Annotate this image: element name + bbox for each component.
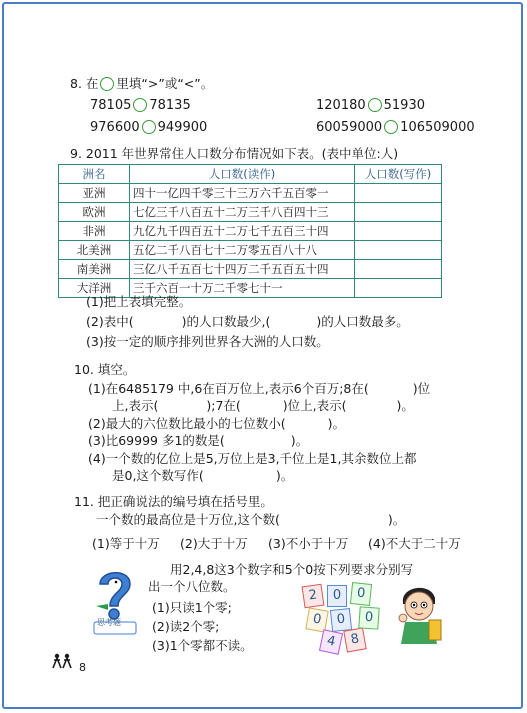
- q8-pair-2-right: 51930: [383, 98, 425, 113]
- q11-option-2: (2)大于十万: [180, 536, 248, 551]
- written-cell[interactable]: [355, 241, 442, 260]
- q10-line4: [88, 433, 308, 449]
- q10-line5: (4)一个数的亿位上是5,万位上是3,千位上是1,其余数位上都: [88, 451, 417, 466]
- digit-card: 0: [327, 585, 347, 607]
- think-item-1: (1)只读1个零;: [152, 600, 232, 615]
- q11-option-1: (1)等于十万: [92, 536, 160, 551]
- q8-pair-1: [90, 98, 191, 114]
- table-row: [59, 241, 442, 260]
- q8-pair-4-left: 60059000: [316, 120, 383, 135]
- q10-line3-b: )。: [327, 416, 345, 431]
- continent-cell: 非洲: [59, 222, 130, 241]
- header-continent: 洲名: [59, 165, 130, 184]
- q10-title: 10. 填空。: [74, 362, 136, 377]
- reading-cell: 五亿二千八百七十二万零五百八十八: [130, 241, 355, 260]
- page-number: 8: [79, 661, 86, 674]
- q10-line2-a: 上,表示(: [112, 398, 159, 413]
- think-item-3: (3)1个零都不读。: [152, 638, 253, 653]
- digit-card: 0: [350, 582, 372, 606]
- q10-line2-c: )位上,表示(: [282, 398, 347, 413]
- continent-cell: 北美洲: [59, 241, 130, 260]
- written-cell[interactable]: [355, 203, 442, 222]
- q10-line4-a: (3)比69999 多1的数是(: [88, 433, 225, 448]
- continent-cell: 大洋洲: [59, 279, 130, 298]
- q10-line6: [112, 468, 293, 484]
- q10-line1: [88, 381, 430, 397]
- answer-circle-1[interactable]: [133, 98, 147, 112]
- written-cell[interactable]: [355, 184, 442, 203]
- q8-pair-1-right: 78135: [149, 98, 191, 113]
- table-row: [59, 184, 442, 203]
- q9-sub1: (1)把上表填完整。: [86, 294, 192, 309]
- digit-card: 8: [343, 627, 367, 652]
- q9-sub2-b: )的人口数最少,(: [181, 314, 271, 329]
- digit-card: 2: [302, 584, 325, 609]
- q10-line6-a: 是0,这个数写作(: [112, 468, 204, 483]
- written-cell[interactable]: [355, 260, 442, 279]
- digit-card: 0: [305, 607, 329, 632]
- continent-cell: 亚洲: [59, 184, 130, 203]
- reading-cell: 四十一亿四千零三十三万六千五百零一: [130, 184, 355, 203]
- continent-cell: 南美洲: [59, 260, 130, 279]
- q8-pair-4: [316, 120, 475, 136]
- q10-line3-a: (2)最大的六位数比最小的七位数小(: [88, 416, 286, 431]
- think-item-2: (2)读2个零;: [152, 619, 220, 634]
- written-cell[interactable]: [355, 222, 442, 241]
- q9-sub3: (3)按一定的顺序排列世界各大洲的人口数。: [86, 334, 329, 349]
- q10-line4-b: )。: [290, 433, 309, 448]
- q8-pair-1-left: 78105: [90, 98, 132, 113]
- q8-pair-3-left: 976600: [90, 120, 140, 135]
- table-row: [59, 222, 442, 241]
- think-line2: 出一个八位数。: [148, 579, 236, 594]
- header-reading: 人口数(读作): [130, 165, 355, 184]
- compare-circle-icon: [100, 77, 114, 91]
- answer-circle-3[interactable]: [142, 120, 156, 134]
- continent-cell: 欧洲: [59, 203, 130, 222]
- q8-pair-2-left: 120180: [316, 98, 366, 113]
- q11-stem-a: 一个数的最高位是十万位,这个数(: [96, 512, 280, 527]
- written-cell[interactable]: [355, 279, 442, 298]
- answer-circle-2[interactable]: [368, 98, 382, 112]
- table-row: [59, 203, 442, 222]
- digit-card: 0: [330, 608, 352, 632]
- q11-option-4: (4)不大于二十万: [368, 536, 461, 551]
- q9-sub2-c: )的人口数最多。: [316, 314, 409, 329]
- q11-stem: [96, 512, 405, 528]
- reading-cell: 三亿八千五百七十四万二千五百五十四: [130, 260, 355, 279]
- reading-cell: 九亿九千四百五十二万七千五百三十四: [130, 222, 355, 241]
- footer-figures-icon: [52, 653, 74, 669]
- q10-line1-b: )位: [412, 381, 431, 396]
- q10-line3: [88, 416, 345, 432]
- digit-card: 0: [358, 606, 379, 629]
- q8-pair-4-right: 106509000: [400, 120, 475, 135]
- think-label: 思考题: [97, 618, 121, 627]
- q9-sub2-a: (2)表中(: [86, 314, 134, 329]
- q10-line2-b: );7在(: [206, 398, 241, 413]
- q10-line1-a: (1)在6485179 中,6在百万位上,表示6个百万;8在(: [88, 381, 369, 396]
- table-row: [59, 260, 442, 279]
- q8-title-head: 8. 在: [70, 76, 99, 91]
- q10-line2-d: )。: [396, 398, 414, 413]
- q8-pair-2: [316, 98, 425, 114]
- q8-pair-3-right: 949900: [157, 120, 208, 135]
- table-header-row: [59, 165, 442, 184]
- q11-stem-b: )。: [387, 512, 406, 527]
- digit-card: 4: [319, 629, 343, 655]
- q9-sub2: [86, 314, 409, 330]
- q11-title: 11. 把正确说法的编号填在括号里。: [74, 494, 273, 509]
- q8-title-tail: 里填“>”或“<”。: [116, 76, 214, 91]
- q11-option-3: (3)不小于十万: [268, 536, 349, 551]
- q8-pair-3: [90, 120, 207, 136]
- q9-title: 9. 2011 年世界常住人口数分布情况如下表。(表中单位:人): [70, 146, 399, 161]
- q10-line6-b: )。: [275, 468, 294, 483]
- q10-line2: [112, 398, 414, 414]
- think-line1: 用2,4,8这3个数字和5个0按下列要求分别写: [170, 562, 414, 577]
- reading-cell: 三千六百一十万二千零七十一: [130, 279, 355, 298]
- population-table: [58, 164, 442, 298]
- header-written: 人口数(写作): [355, 165, 442, 184]
- q8-title: [70, 76, 213, 92]
- reading-cell: 七亿三千八百五十二万三千八百四十三: [130, 203, 355, 222]
- boy-thinking-icon: [395, 580, 445, 646]
- answer-circle-4[interactable]: [384, 120, 398, 134]
